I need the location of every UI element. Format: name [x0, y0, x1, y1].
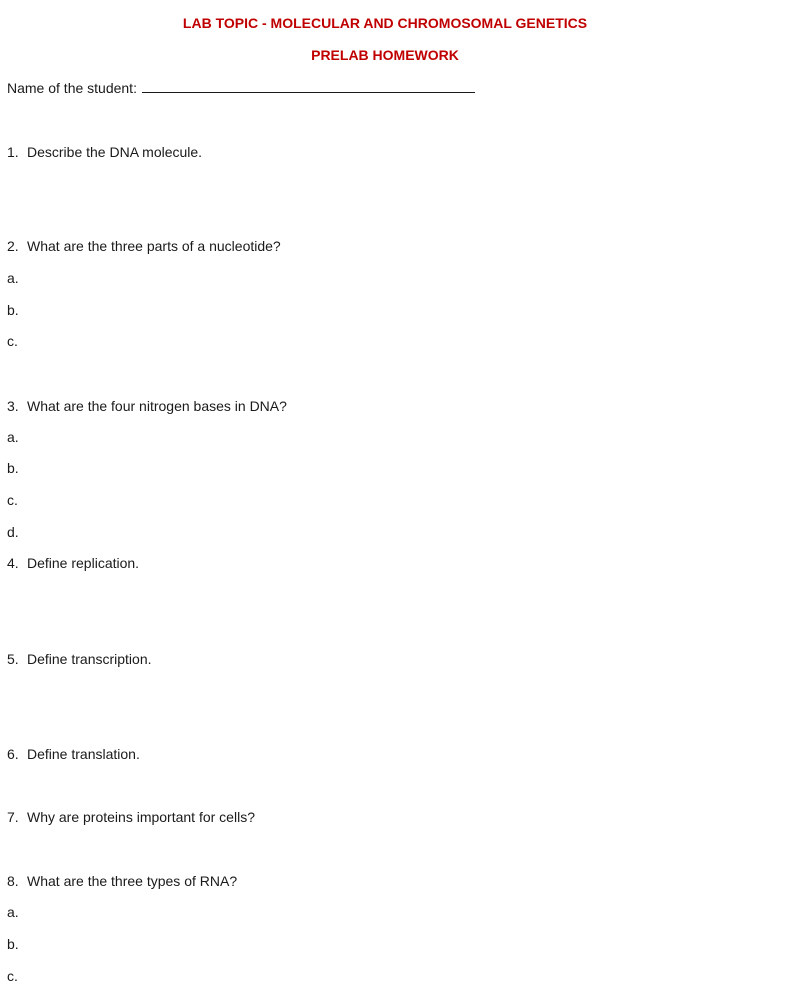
- question-text: Why are proteins important for cells?: [27, 809, 255, 825]
- question-text: What are the four nitrogen bases in DNA?: [27, 398, 287, 414]
- question-text: Describe the DNA molecule.: [27, 144, 203, 160]
- student-name-label: Name of the student:: [7, 80, 137, 96]
- question-number: 5.: [7, 651, 19, 667]
- question-3: [7, 397, 287, 415]
- answer-item: a.: [7, 904, 19, 920]
- answer-item: c.: [7, 492, 18, 508]
- answer-item: b.: [7, 460, 19, 476]
- question-7: [7, 808, 255, 826]
- question-2: [7, 237, 281, 255]
- answer-item: b.: [7, 936, 19, 952]
- question-number: 7.: [7, 809, 19, 825]
- question-1: [7, 143, 202, 161]
- question-number: 2.: [7, 238, 19, 254]
- worksheet-title: LAB TOPIC - MOLECULAR AND CHROMOSOMAL GENETICS: [182, 15, 588, 31]
- student-name-row: [7, 79, 475, 97]
- question-number: 4.: [7, 555, 19, 571]
- question-8: [7, 872, 237, 890]
- answer-item: b.: [7, 302, 19, 318]
- question-text: Define transcription.: [27, 651, 152, 667]
- student-name-blank[interactable]: [142, 80, 475, 93]
- question-5: [7, 650, 152, 668]
- question-text: What are the three parts of a nucleotide?: [27, 238, 281, 254]
- question-4: [7, 554, 139, 572]
- question-number: 3.: [7, 398, 19, 414]
- question-text: Define translation.: [27, 746, 140, 762]
- worksheet-subtitle: PRELAB HOMEWORK: [311, 47, 459, 63]
- question-6: [7, 745, 140, 763]
- question-number: 1.: [7, 144, 19, 160]
- answer-item: a.: [7, 429, 19, 445]
- question-number: 6.: [7, 746, 19, 762]
- answer-item: c.: [7, 333, 18, 349]
- question-number: 8.: [7, 873, 19, 889]
- answer-item: d.: [7, 524, 19, 540]
- question-text: Define replication.: [27, 555, 140, 571]
- question-text: What are the three types of RNA?: [27, 873, 238, 889]
- answer-item: a.: [7, 270, 19, 286]
- answer-item: c.: [7, 968, 18, 984]
